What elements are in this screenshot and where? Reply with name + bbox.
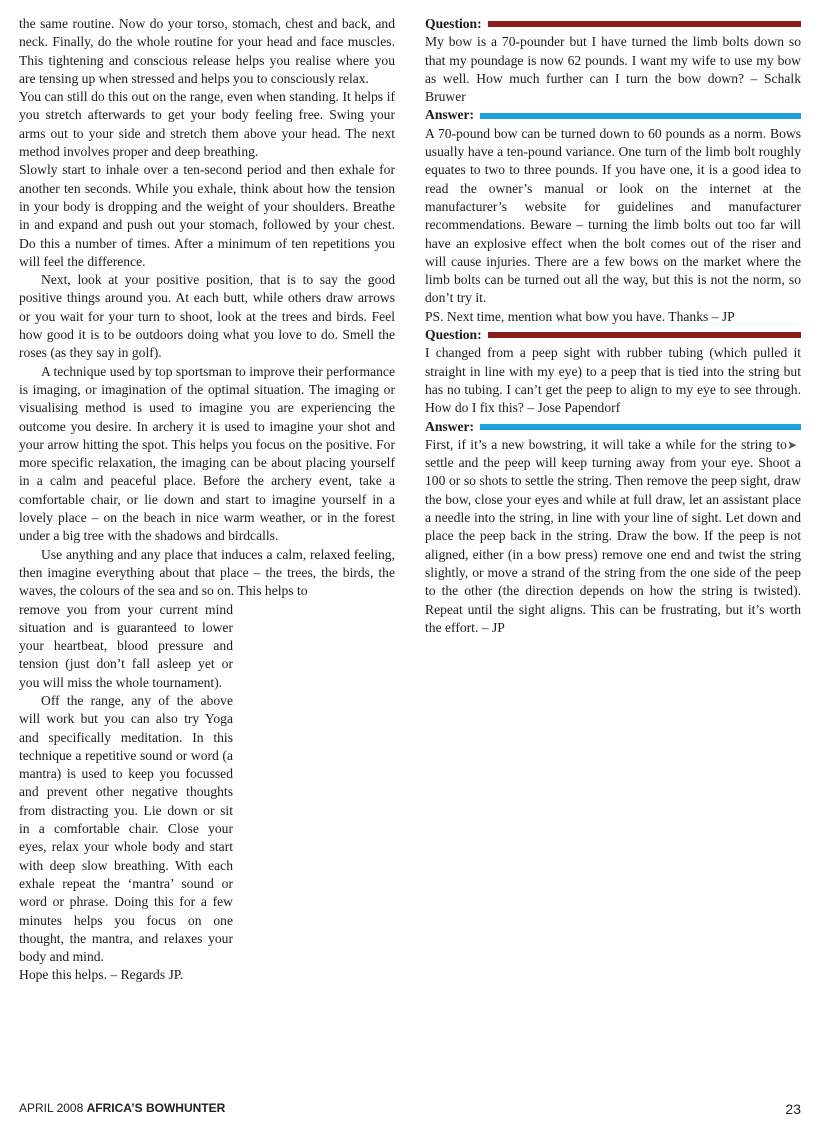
body-paragraph: Next, look at your positive position, that is to say the good positive things around you. At each butt, while others draw arrows or you wait for your turn to shoot, look at the trees and birds. Feel how good it is to be outdoors doing what you love to do. Smell the roses (as they say in golf). <box>19 272 395 361</box>
page-number: 23 <box>785 1101 801 1117</box>
answer-text: A 70-pound bow can be turned down to 60 pounds as a norm. Bows usually have a ten-pound variance. One turn of the limb bolt roughly equates to two to three pounds. If you have one, it is a good idea to read the owner’s manual or look on the internet at the manufacturer’s website for guidelines and manufacturer recommendations. Beware – turning the limb bolts out too far will have an explosive effect when the bolt comes out of the riser and will cause injuries. There are a few bows on the market where the limb bolts can be turned out all the way, but this is not the norm, so don’t try it. <box>425 125 801 306</box>
body-paragraph: Off the range, any of the above will work but you can also try Yoga and specifically meditation. In this technique a repetitive sound or word (a mantra) is used to keep you focussed and prevent other negative thoughts from distracting you. Lie down or sit in a comfortable chair. Close your eyes, relax your whole body and start with deep slow breathing. With each exhale repeat the ‘mantra’ sound or word or phrase. Doing this for a few minutes helps you focus on one thought, the mantra, and relaxes your body and mind. <box>19 692 233 965</box>
left-column <box>19 15 395 985</box>
answer-label: Answer: <box>425 418 475 434</box>
answer-heading <box>425 418 801 436</box>
question-heading <box>425 326 801 344</box>
footer-title <box>19 1101 225 1117</box>
page-footer <box>19 1101 801 1117</box>
narrow-text-block <box>19 601 233 985</box>
question-text: My bow is a 70-pounder but I have turned the limb bolts down so that my poundage is now 62 pounds. I want my wife to use my bow as well. How much further can I turn the bow down? – Schalk Bruwer <box>425 34 801 105</box>
arrow-glyph-icon: ➤ <box>786 437 797 452</box>
answer-text <box>425 436 801 637</box>
body-paragraph: the same routine. Now do your torso, stomach, chest and back, and neck. Finally, do the whole routine for your head and face muscles. This tightening and conscious release helps you realise where you are tensing up when stressed and helps you to consciously relax. <box>19 16 395 86</box>
answer-text-body: First, if it’s a new bowstring, it will take a while for the string to settle and the peep will keep turning away from your eye. Shoot a 100 or so shots to settle the string. Then remove the peep sight, draw the bow, close your eyes and while at full draw, let an assistant place a needle into the string, in line with your line of sight. Let down and place the peep back in the string. Draw the bow. If the peep is not aligned, either (in a bow press) remove one end and twist the string slightly, or move a strand of the string from the one side of the peep to the other (the direction depends on how the string is twisted). Repeat until the sight aligns. This can be frustrating, but it’s worth the effort. – JP <box>425 436 801 635</box>
body-paragraph: Slowly start to inhale over a ten-second period and then exhale for another ten seconds. While you exhale, think about how the tension in your body is dropping and the weight of your shoulders. Breathe in and expand and push out your stomach, followed by your chest. Do this a number of times. After a minimum of ten repetitions you will feel the difference. <box>19 162 395 269</box>
question-bar <box>488 21 801 27</box>
question-heading <box>425 15 801 33</box>
sign-off: Hope this helps. – Regards JP. <box>19 967 184 983</box>
body-paragraph: A technique used by top sportsman to improve their performance is imaging, or imagination of the optimal situation. The imaging or visualising method is used to imagine you are experiencing the outcome you desire. In archery it is used to imagine your shot and your arrow hitting the spot. This helps you focus on the positive. For more specific relaxation, the imaging can be about placing yourself in a calm and peaceful place. Before the archery event, take a comfortable chair, or lie down and start to imagine yourself in a lovely place – on the beach in nice warm weather, or in the forest under a big tree with the shadows and birdcalls. <box>19 363 395 544</box>
postscript: PS. Next time, mention what bow you have. Thanks – JP <box>425 308 735 324</box>
question-label: Question: <box>425 327 482 343</box>
answer-label: Answer: <box>425 107 475 123</box>
body-paragraph: remove you from your current mind situation and is guaranteed to lower your heartbeat, blood pressure and tension (just don’t fall asleep yet or you will miss the whole tournament). <box>19 601 233 690</box>
question-label: Question: <box>425 16 482 31</box>
question-bar <box>488 332 801 338</box>
right-column <box>425 15 801 637</box>
footer-magazine: AFRICA’S BOWHUNTER <box>86 1101 226 1115</box>
body-paragraph: You can still do this out on the range, even when standing. It helps if you stretch afterwards to get your body feeling free. Swing your arms out to your side and stretch them above your head. The next method involves proper and deep breathing. <box>19 89 395 160</box>
answer-bar <box>480 424 801 430</box>
answer-heading <box>425 106 801 124</box>
footer-date: APRIL 2008 <box>19 1101 84 1115</box>
answer-bar <box>480 113 801 119</box>
question-text: I changed from a peep sight with rubber tubing (which pulled it straight in line with my eye) to a peep that is tied into the string but has no tubing. I can’t get the peep to align to my eye to see through. How do I fix this? – Jose Papendorf <box>425 345 801 416</box>
body-paragraph: Use anything and any place that induces a calm, relaxed feeling, then imagine everything about that place – the trees, the birds, the waves, the colours of the sea and so on. This helps to <box>19 546 395 599</box>
